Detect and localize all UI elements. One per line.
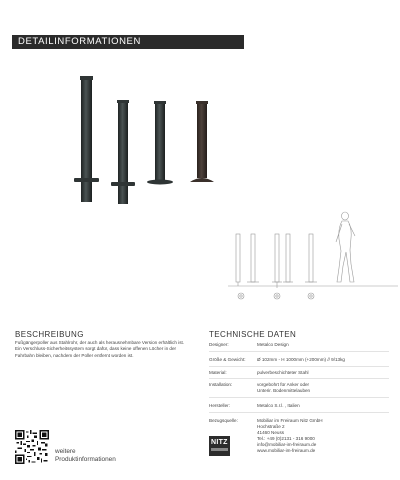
bollard-2 xyxy=(111,100,135,204)
tech-label: Designer: xyxy=(209,342,229,347)
divider xyxy=(209,397,389,398)
tech-label: Material: xyxy=(209,370,227,375)
tech-value-line[interactable]: Tel.: +49 (0)2131 - 316 9000 xyxy=(257,436,315,441)
product-photo xyxy=(0,70,400,210)
tech-value xyxy=(257,418,394,454)
beschreibung-text xyxy=(15,340,193,359)
page-title: DETAILINFORMATIONEN xyxy=(18,36,141,47)
tech-value xyxy=(257,403,394,409)
tech-value-line: Unterir. Bodenmittelauben xyxy=(257,388,311,393)
tech-value xyxy=(257,370,394,376)
tech-value-line: 41460 Neuss xyxy=(257,430,285,435)
divider xyxy=(209,351,389,352)
logo-text: NITZ xyxy=(211,439,228,446)
website-link[interactable]: www.mobiliar-im-freiraum.de xyxy=(257,448,316,453)
tech-value-line: Mobiliar im Freiraum Nitz GmbH xyxy=(257,418,323,423)
tech-label: Hersteller: xyxy=(209,403,230,408)
tech-label: Größe & Gewicht: xyxy=(209,357,246,362)
tech-value-line: Hochstraße 2 xyxy=(257,424,285,429)
qr-caption-line: Produktinformationen xyxy=(55,456,116,463)
technische-daten-title: TECHNISCHE DATEN xyxy=(209,330,297,339)
bollard-4 xyxy=(190,101,214,182)
tech-label: Bezugsquelle: xyxy=(209,418,238,423)
bollard-1 xyxy=(74,76,99,202)
tech-value-line: pulverbeschichteter Stahl xyxy=(257,370,309,375)
header-bar xyxy=(12,35,244,49)
tech-label: Installation: xyxy=(209,382,233,387)
beschreibung-title: BESCHREIBUNG xyxy=(15,330,84,339)
tech-value-line: Ø 102mm - H 1000mm (+200mm) // 9/13kg xyxy=(257,357,345,362)
beschreibung-paragraph: Fußgängerpoller aus Stahlrohr, der auch als herausnehmbare Version erhältlich ist. xyxy=(15,340,185,345)
email-link[interactable]: info@mobiliar-im-freiraum.de xyxy=(257,442,317,447)
divider xyxy=(209,366,389,367)
tech-value-line: Metalco Design xyxy=(257,342,289,347)
logo-underline xyxy=(211,448,228,451)
tech-value xyxy=(257,382,394,394)
qr-caption xyxy=(55,448,116,464)
tech-value xyxy=(257,342,394,348)
tech-value-line: Metalco S.r.l. , Italien xyxy=(257,403,300,408)
qr-code[interactable] xyxy=(15,430,49,464)
tech-value xyxy=(257,357,394,363)
qr-caption-line: weitere xyxy=(55,448,76,455)
technical-drawing xyxy=(220,206,400,306)
tech-value-line: vorgebohrt für Anker oder xyxy=(257,382,310,387)
divider xyxy=(209,378,389,379)
bollard-3 xyxy=(147,101,173,185)
beschreibung-paragraph: Ein Verschluss-Sicherheitssystem sorgt dafür, dass keine offenen Löcher in der Fahrbahn bleiben, nachdem der Poller entfernt worden ist. xyxy=(15,346,177,358)
nitz-logo xyxy=(209,436,230,456)
divider xyxy=(209,412,389,413)
